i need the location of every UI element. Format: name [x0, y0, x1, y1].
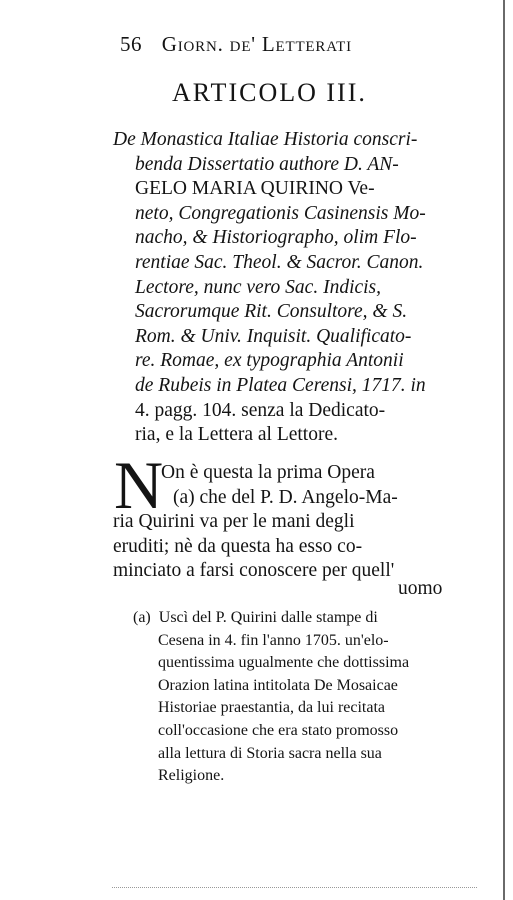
- footnote-line: Historiae praestantia, da lui recitata: [158, 699, 386, 717]
- footnote-line: Cesena in 4. fin l'anno 1705. un'elo-: [158, 631, 389, 649]
- body-line: On è questa la prima Opera: [161, 462, 375, 483]
- footnote-line: coll'occasione che era stato promosso: [158, 721, 399, 739]
- footnote-line: alla lettura di Storia sacra nella sua: [158, 744, 382, 762]
- citation-line: GELO MARIA QUIRINO Ve-: [135, 178, 375, 200]
- footnote-line: Religione.: [158, 767, 225, 785]
- body-line: ria Quirini va per le mani degli: [113, 511, 355, 532]
- citation-line: Sacrorumque Rit. Consultore, & S.: [135, 301, 408, 323]
- running-head-title: Giorn. de' Letterati: [161, 32, 352, 56]
- page-number: 56: [120, 32, 142, 56]
- citation-line: Lectore, nunc vero Sac. Indicis,: [135, 276, 382, 298]
- citation-line: rentiae Sac. Theol. & Sacror. Canon.: [135, 251, 424, 273]
- body-line: (a) che del P. D. Angelo-Ma-: [173, 486, 398, 508]
- footnote-line: Uscì del P. Quirini dalle stampe di: [158, 609, 378, 626]
- citation-line: nacho, & Historiographo, olim Flo-: [135, 227, 417, 249]
- citation-line: re. Romae, ex typographia Antonii: [135, 350, 404, 372]
- citation-line: neto, Congregationis Casinensis Mo-: [135, 202, 426, 224]
- citation-line: de Rubeis in Platea Cerensi, 1717. in: [135, 374, 426, 396]
- article-heading: ARTICOLO III.: [172, 78, 367, 107]
- running-head: [120, 32, 465, 57]
- citation-line: De Monastica Italiae Historia conscri-: [113, 129, 418, 150]
- citation-line: ria, e la Lettera al Lettore.: [135, 424, 338, 446]
- body-paragraph: [113, 461, 473, 584]
- footnote: [133, 607, 478, 788]
- footnote-marker: (a): [133, 609, 151, 626]
- citation-line: 4. pagg. 104. senza la Dedicato-: [135, 399, 386, 421]
- page-edge-line: [503, 0, 505, 900]
- citation-line: Rom. & Univ. Inquisit. Qualificato-: [135, 325, 412, 347]
- citation-line: benda Dissertatio authore D. AN-: [135, 153, 399, 175]
- footnote-line: Orazion latina intitolata De Mosaicae: [158, 676, 398, 694]
- bottom-dotted-rule: [112, 887, 477, 888]
- citation-block: [113, 128, 473, 448]
- body-line: eruditi; nè da questa ha esso co-: [113, 535, 363, 557]
- body-line: minciato a farsi conoscere per quell': [113, 560, 395, 581]
- drop-cap: N: [114, 447, 164, 523]
- catchword: uomo: [398, 578, 443, 599]
- footnote-line: quentissima ugualmente che dottissima: [158, 654, 410, 672]
